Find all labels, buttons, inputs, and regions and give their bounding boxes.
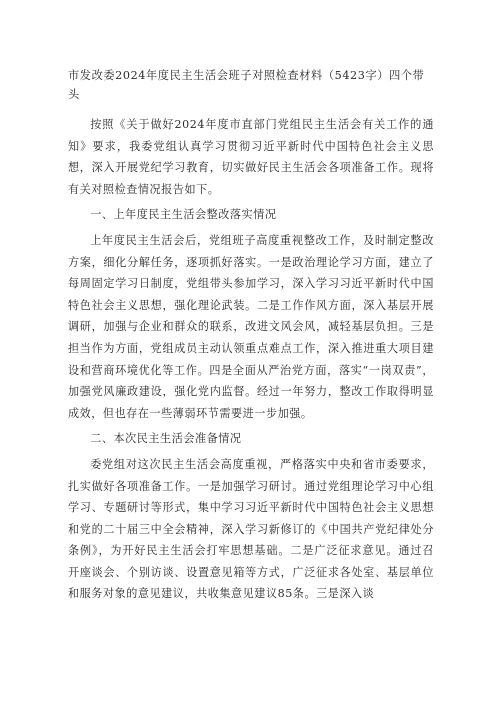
section-1-body: 上年度民主生活会后，党组班子高度重视整改工作，及时制定整改方案，细化分解任务，逐项抓好落实。一是政治理论学习方面，建立了每周固定学习日制度，党组带头参加学习，深入学习习近平新时代中国特色社会主义思想，强化理论武装。二是工作作风方面，深入基层开展调研，加强与企业和群众的联系，改进文风会风，减轻基层负担。三是担当作为方面，党组成员主动认领重点难点工作，深入推进重大项目建设和营商环境优化等工作。四是全面从严治党方面，落实“一岗双责”，加强党风廉政建设，强化党内监督。经过一年努力，整改工作取得明显成效，但也存在一些薄弱环节需要进一步加强。	[68, 233, 434, 420]
section-2-body: 委党组对这次民主生活会高度重视，严格落实中央和省市委要求，扎实做好各项准备工作。一是加强学习研讨。通过党组理论学习中心组学习、专题研讨等形式，集中学习习近平新时代中国特色社会主义思想和党的二十届三中全会精神，深入学习新修订的《中国共产党纪律处分条例》，为开好民主生活会打牢思想基础。二是广泛征求意见。通过召开座谈会、个别访谈、设置意见箱等方式，广泛征求各处室、基层单位和服务对象的意见建议，共收集意见建议85条。三是深入谈	[68, 457, 434, 601]
intro-paragraph: 按照《关于做好2024年度市直部门党组民主生活会有关工作的通知》要求，我委党组认真学习贯彻习近平新时代中国特色社会主义思想，深入开展党纪学习教育，切实做好民主生活会各项准备工作。现将有关对照检查情况报告如下。	[68, 118, 434, 196]
document-page	[68, 66, 434, 609]
document-title: 市发改委2024年度民主生活会班子对照检查材料（5423字）四个带头	[68, 69, 425, 101]
section-1-heading: 一、上年度民主生活会整改落实情况	[90, 208, 277, 222]
section-2-heading: 二、本次民主生活会准备情况	[90, 432, 242, 446]
